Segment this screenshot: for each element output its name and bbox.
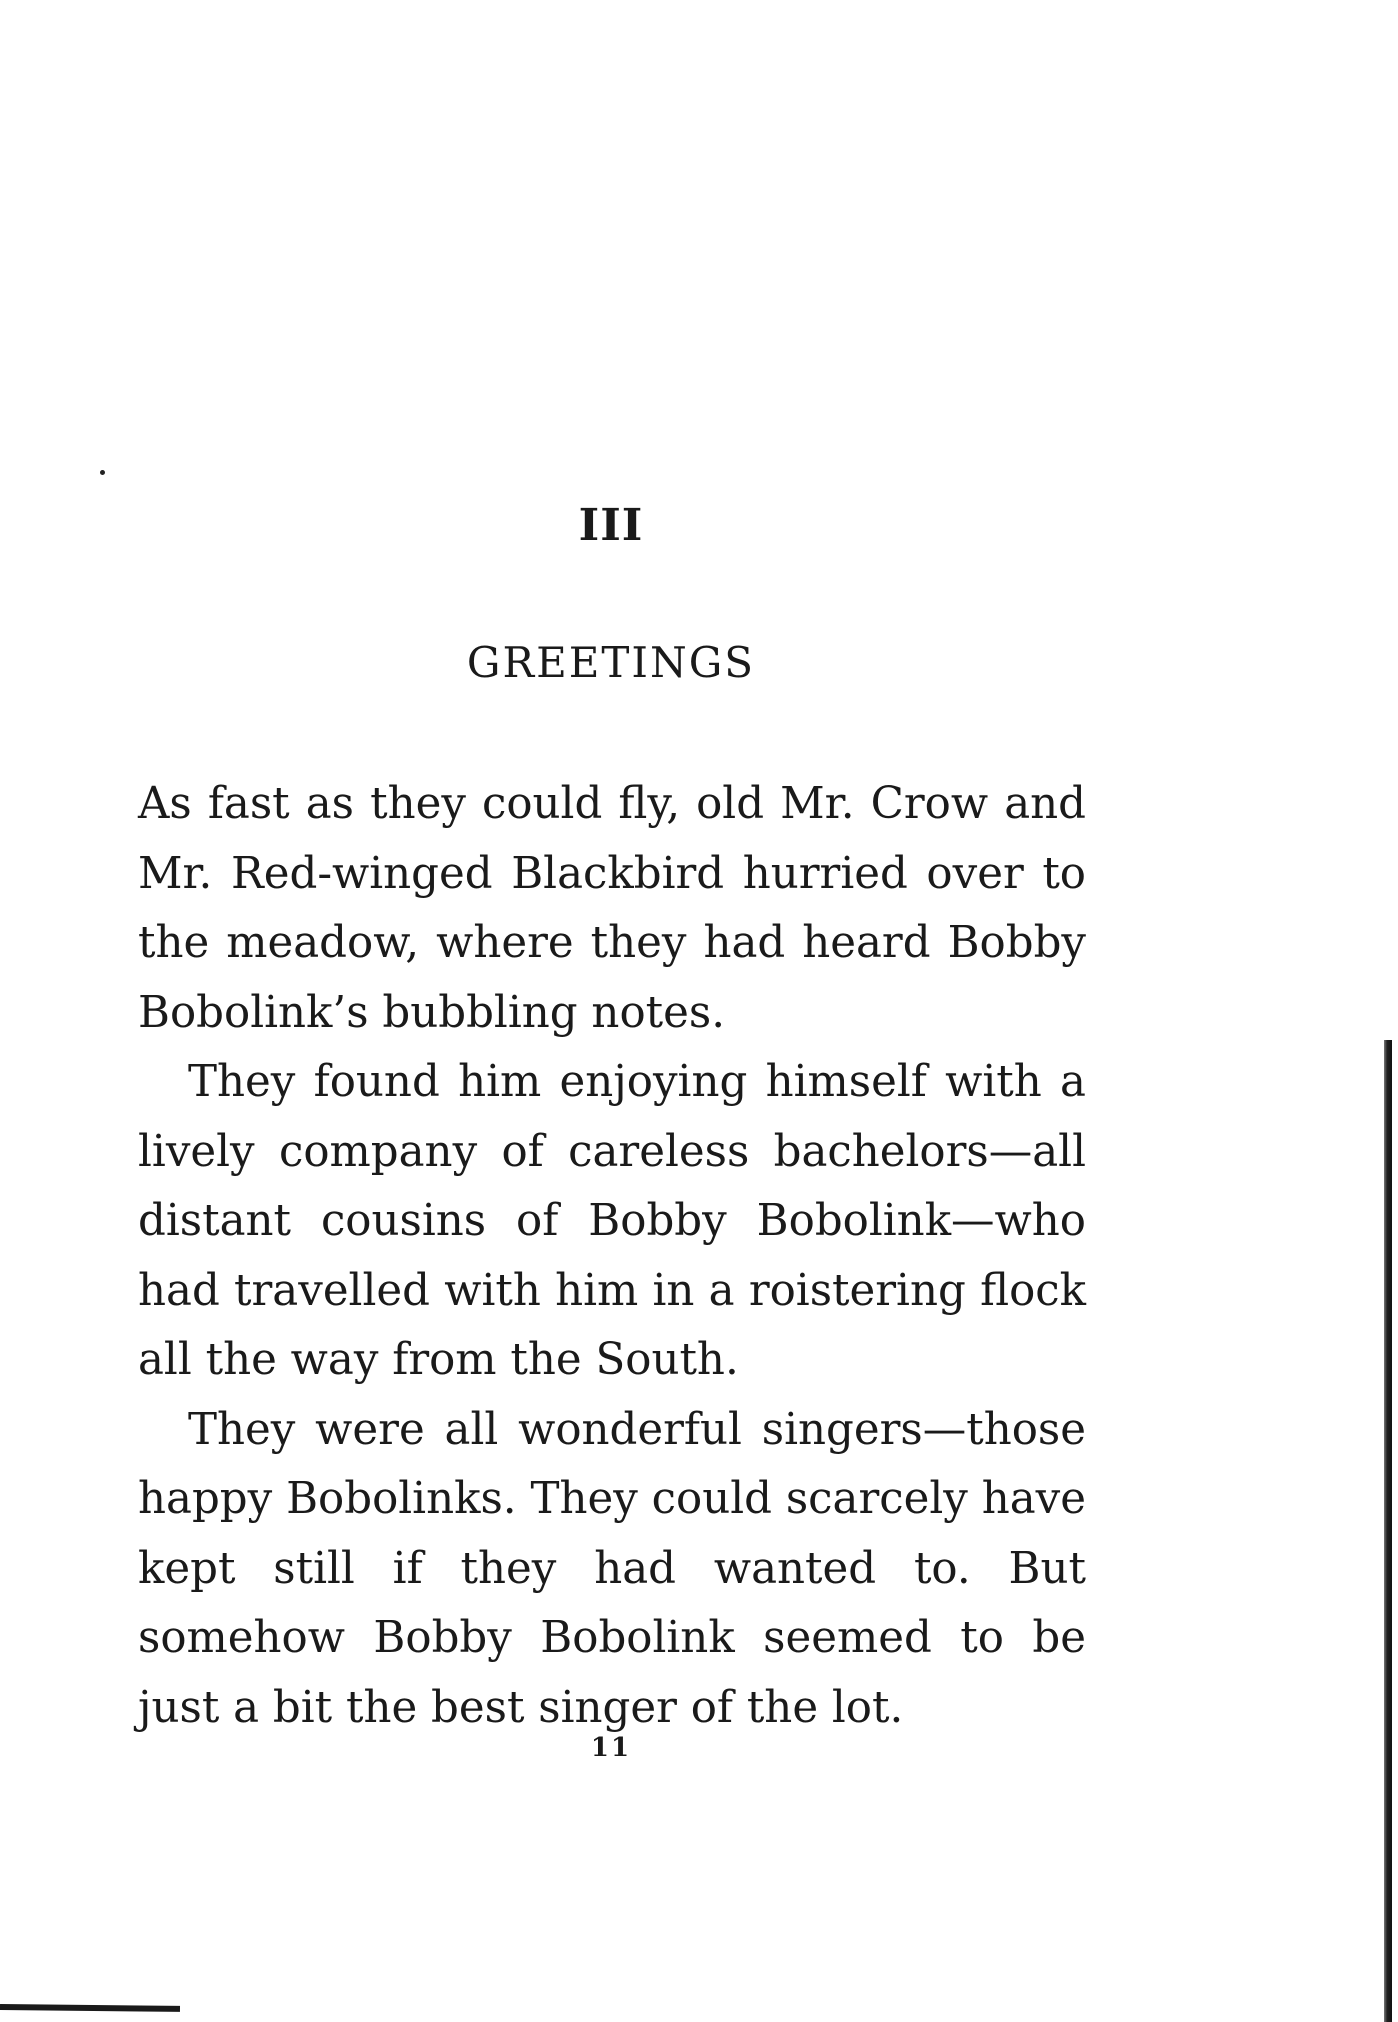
chapter-body [138,770,1086,1743]
ink-speck [100,470,105,475]
scan-edge-mark [0,2004,180,2012]
paragraph: They found him enjoying himself with a lively company of careless bachelors—all distant cousins of Bobby Bobolink—who had travelled with him in a roistering flock all the way from the South. [138,1057,1086,1385]
chapter-title: GREETINGS [466,638,756,687]
page-number: 11 [590,1733,632,1763]
paragraph: They were all wonderful singers—those happy Bobolinks. They could scarcely have kept still if they had wanted to. But somehow Bobby Bobolink seemed to be just a bit the best singer of the lot. [138,1404,1086,1733]
page-edge-shadow [1384,1040,1392,2022]
chapter-number: III [578,500,644,551]
paragraph: As fast as they could fly, old Mr. Crow and Mr. Red-winged Blackbird hurried over to the meadow, where they had heard Bobby Bobolink’s bubbling notes. [138,779,1086,1038]
